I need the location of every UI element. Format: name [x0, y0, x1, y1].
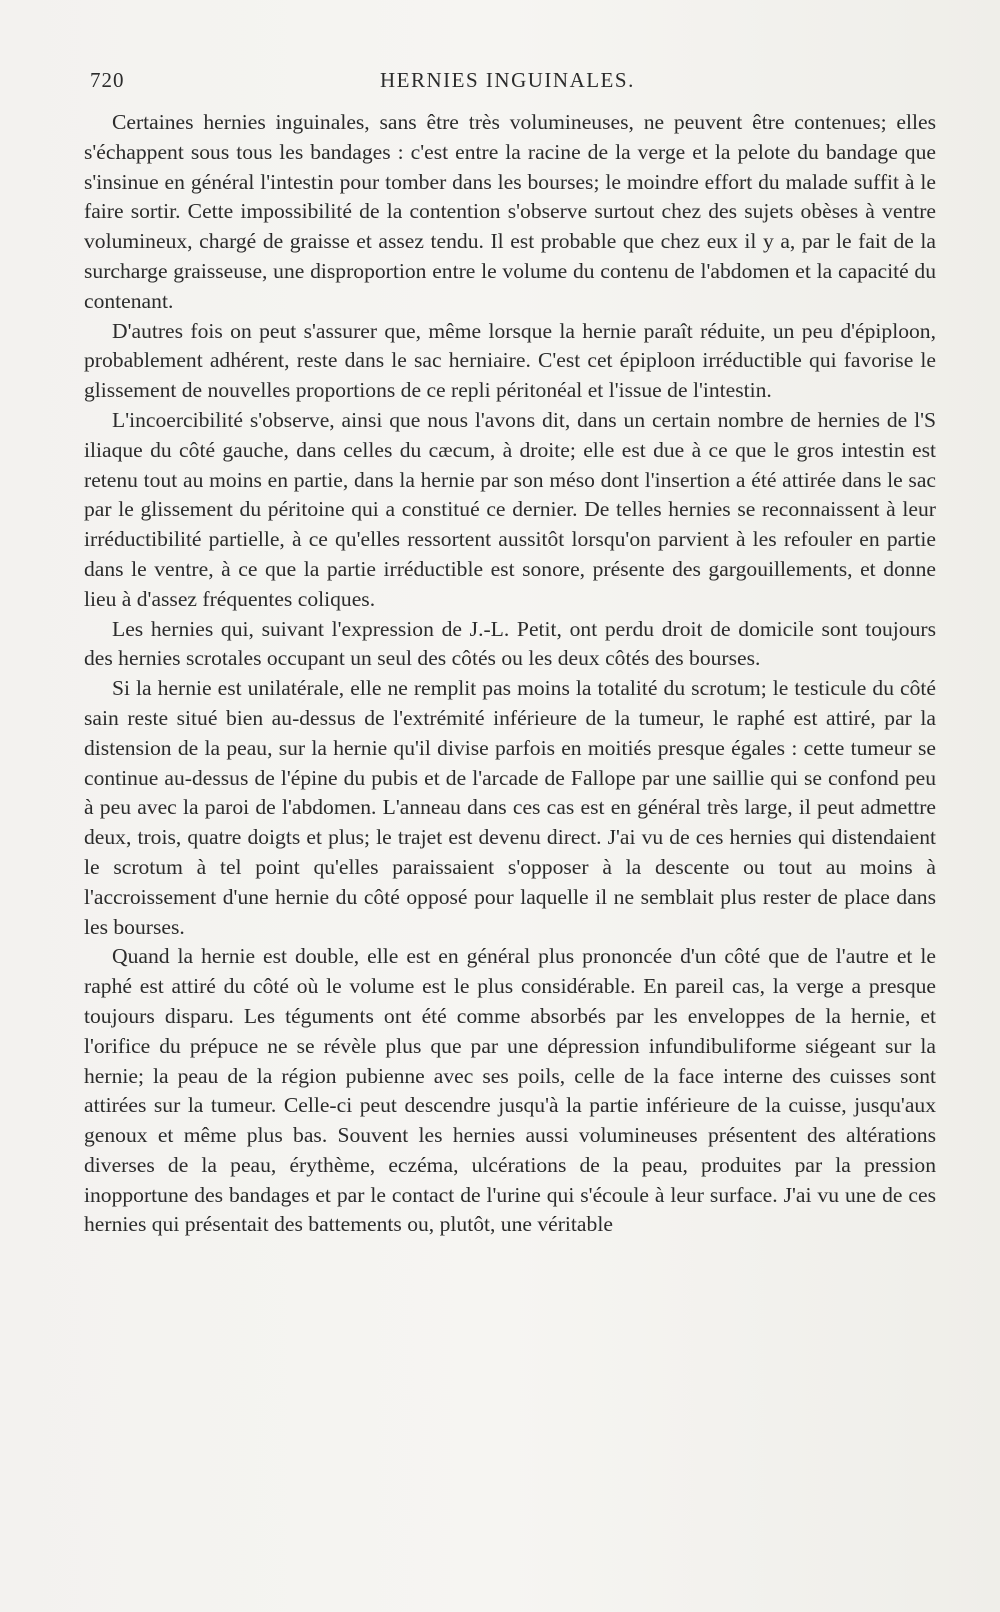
page-number: 720 — [90, 68, 125, 92]
paragraph-incoercibility: L'incoercibilité s'observe, ainsi que nous l'avons dit, dans un certain nombre de hernies de l'S iliaque du côté gauche, dans celles du cæcum, à droite; elle est due à ce que le gros intestin est retenu tout au moins en partie, dans la hernie par son méso dont l'insertion a été attirée dans le sac par le glissement du péritoine qui a constitué ce dernier. De telles hernies se reconnaissent à leur irréductibilité partielle, à ce qu'elles ressortent aussitôt lorsqu'on parvient à les refouler en partie dans le ventre, à ce que la partie irréductible est sonore, présente des gargouillements, et donne lieu à d'assez fréquentes coliques. — [84, 407, 936, 611]
paragraph-droit-de-domicile: Les hernies qui, suivant l'expression de J.-L. Petit, ont perdu droit de domicile sont toujours des hernies scrotales occupant un seul des côtés ou les deux côtés des bourses. — [84, 616, 936, 671]
running-head — [90, 68, 930, 100]
paragraph-incoercible-hernias: Certaines hernies inguinales, sans être très volumineuses, ne peuvent être contenues; elles s'échappent sous tous les bandages : c'est entre la racine de la verge et la pelote du bandage que s'insinue en général l'intestin pour tomber dans les bourses; le moindre effort du malade suffit à le faire sortir. Cette impossibilité de la contention s'observe surtout chez des sujets obèses à ventre volumineux, chargé de graisse et assez tendu. Il est probable que chez eux il y a, par le fait de la surcharge graisseuse, une disproportion entre le volume du contenu de l'abdomen et la capacité du contenant. — [84, 110, 936, 313]
running-title: HERNIES INGUINALES. — [380, 68, 635, 92]
paragraph-epiploon: D'autres fois on peut s'assurer que, même lorsque la hernie paraît réduite, un peu d'épiploon, probablement adhérent, reste dans le sac herniaire. C'est cet épiploon irréductible qui favorise le glissement de nouvelles proportions de ce repli péritonéal et l'issue de l'intestin. — [84, 318, 936, 403]
paragraph-unilateral-hernia: Si la hernie est unilatérale, elle ne remplit pas moins la totalité du scrotum; le testicule du côté sain reste situé bien au-dessus de l'extrémité inférieure de la tumeur, le raphé est attiré, par la distension de la peau, sur la hernie qu'il divise parfois en moitiés presque égales : cette tumeur se continue au-dessus de l'épine du pubis et de l'arcade de Fallope par une saillie qui se confond peu à peu avec la paroi de l'abdomen. L'anneau dans ces cas est en général très large, il peut admettre deux, trois, quatre doigts et plus; le trajet est devenu direct. J'ai vu de ces hernies qui distendaient le scrotum à tel point qu'elles paraissaient s'opposer à la descente ou tout au moins à l'accroissement d'une hernie du côté opposé pour laquelle il ne semblait plus rester de place dans les bourses. — [84, 676, 936, 939]
paragraph-double-hernia: Quand la hernie est double, elle est en général plus prononcée d'un côté que de l'autre et le raphé est attiré du côté où le volume est le plus considérable. En pareil cas, la verge a presque toujours disparu. Les téguments ont été comme absorbés par les enveloppes de la hernie, et l'orifice du prépuce ne se révèle plus que par une dépression infundibuliforme siégeant sur la hernie; la peau de la région pubienne avec ses poils, celle de la face interne des cuisses sont attirées sur la tumeur. Celle-ci peut descendre jusqu'à la partie inférieure de la cuisse, jusqu'aux genoux et même plus bas. Souvent les hernies aussi volumineuses présentent des altérations diverses de la peau, érythème, eczéma, ulcérations de la peau, produites par la pression inopportune des bandages et par le contact de l'urine qui s'écoule à leur surface. J'ai vu une de ces hernies qui présentait des battements ou, plutôt, une véritable — [84, 944, 936, 1237]
body-text — [84, 108, 936, 1240]
